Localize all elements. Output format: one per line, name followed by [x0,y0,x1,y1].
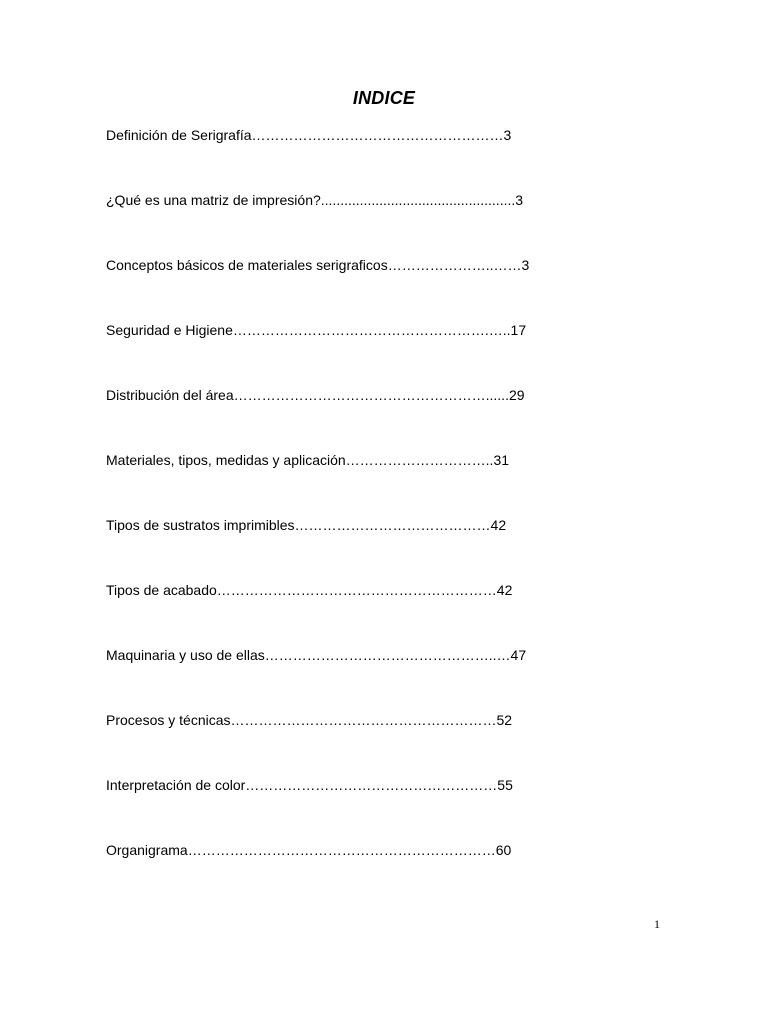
toc-entry-materiales: Materiales, tipos, medidas y aplicación…………………………..31 [106,452,510,468]
toc-entry-maquinaria: Maquinaria y uso de ellas…………………………………………..…47 [106,647,527,663]
toc-entry-acabado: Tipos de acabado……………………………………………………42 [106,582,513,598]
toc-entry-sustratos: Tipos de sustratos imprimibles……………………………………42 [106,517,507,533]
toc-entry-color: Interpretación de color………………………………………………55 [106,777,513,793]
toc-entry-organigrama: Organigrama…………………………………………………………60 [106,842,512,858]
toc-entry-seguridad: Seguridad e Higiene……………………………………………….…..17 [106,322,527,338]
toc-entry-definicion: Definición de Serigrafía………………………………………………3 [106,127,512,143]
toc-entry-matriz: ¿Qué es una matriz de impresión?..................................................3 [106,192,524,208]
toc-entry-procesos: Procesos y técnicas…………………………………………………52 [106,712,513,728]
toc-entry-conceptos: Conceptos básicos de materiales serigraficos…………………..……3 [106,257,530,273]
index-title: INDICE [352,88,416,108]
toc-entry-distribucion: Distribución del área………………………………………………......29 [106,387,525,403]
page-number: 1 [654,917,660,931]
